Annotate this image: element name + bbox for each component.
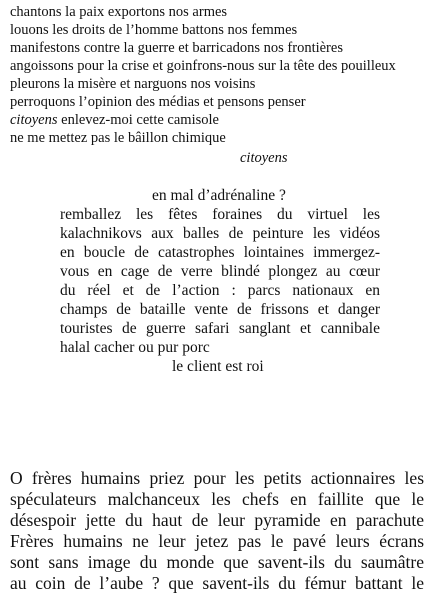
poem-2-line: champs de bataille vente de frissons et danger <box>60 301 380 318</box>
poem-2-line: en boucle de catastrophes lointaines immergez- <box>60 244 380 261</box>
poem-1-line: angoissons pour la crise et goinfrons-nous sur la tête des pouilleux <box>10 58 396 74</box>
poem-2-heading: en mal d’adrénaline ? <box>152 187 286 204</box>
italic-word: citoyens <box>10 112 58 128</box>
poem-1-line-7 <box>10 112 219 129</box>
poem-2-line: remballez les fêtes foraines du virtuel les <box>60 206 380 223</box>
poem-3-line: Frères humains ne leur jetez pas le pavé leurs écrans <box>10 531 424 551</box>
poem-1-signature: citoyens <box>240 150 288 166</box>
poem-1-line: ne me mettez pas le bâillon chimique <box>10 130 226 146</box>
poem-2-closing: le client est roi <box>172 358 264 375</box>
poem-2-line: halal cacher ou pur porc <box>60 339 210 356</box>
poem-1-line: manifestons contre la guerre et barricadons nos frontières <box>10 40 343 56</box>
poem-2-line: touristes de guerre safari sanglant et cannibale <box>60 320 380 337</box>
poem-3-line: O frères humains priez pour les petits actionnaires les <box>10 468 424 488</box>
poem-2-line: vous en cage de verre blindé plongez au cœur <box>60 263 380 280</box>
poem-2-line: du réel et de l’action : parcs nationaux en <box>60 282 380 299</box>
poem-1-line: louons les droits de l’homme battons nos femmes <box>10 22 298 38</box>
poem-3-line: désespoir jette du haut de leur pyramide en parachute <box>10 510 424 530</box>
poem-3-line: sont sans image du monde que savent-ils du saumâtre <box>10 552 424 572</box>
poem-1-line: pleurons la misère et narguons nos voisins <box>10 76 256 92</box>
poem-3-line: au coin de l’aube ? que savent-ils du fémur battant le <box>10 573 424 593</box>
line-rest: enlevez-moi cette camisole <box>57 112 219 128</box>
poem-1-line: perroquons l’opinion des médias et pensons penser <box>10 94 306 110</box>
poem-2-line: kalachnikovs aux balles de peinture les vidéos <box>60 225 380 242</box>
poem-1-line: chantons la paix exportons nos armes <box>10 4 228 20</box>
poem-3-line: spéculateurs malchanceux les chefs en faillite que le <box>10 489 424 509</box>
